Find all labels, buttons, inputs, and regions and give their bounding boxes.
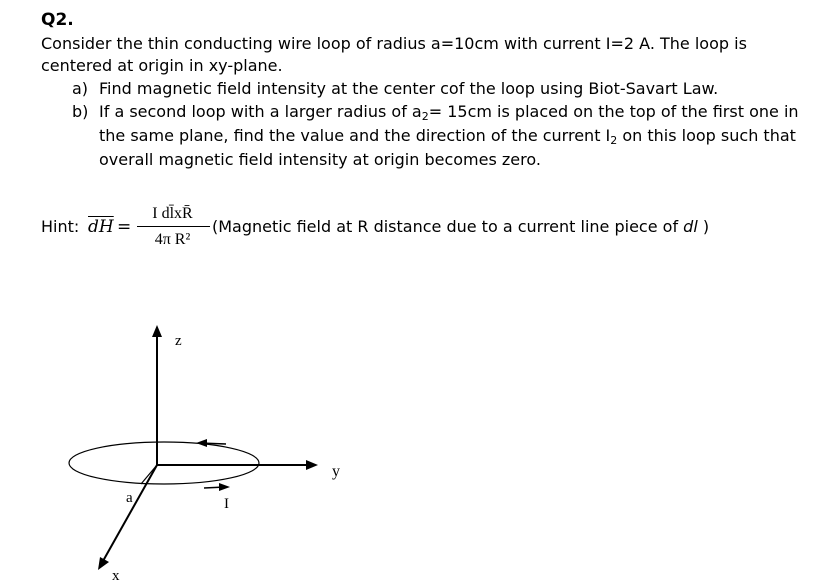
hint-lhs: $\overline{dH}$ — [88, 217, 114, 237]
x-axis — [103, 465, 157, 561]
current-loop — [69, 442, 259, 484]
part-b-line2-sub: 2 — [610, 134, 618, 147]
current-arrowhead — [219, 483, 230, 491]
hint-explanation-var: dl — [683, 217, 698, 236]
intro-line-2: centered at origin in xy-plane. — [41, 56, 283, 75]
part-b-line2-pre: the same plane, find the value and the direction of the current I — [99, 126, 611, 145]
intro-line-1: Consider the thin conducting wire loop of radius a=10cm with current I=2 A. The loop is — [41, 34, 747, 53]
part-b-line1-sub: 2 — [421, 110, 429, 123]
hint-equals: = — [117, 217, 132, 237]
x-axis-arrowhead — [98, 557, 109, 570]
part-a-text: Find magnetic field intensity at the center cof the loop using Biot-Savart Law. — [99, 79, 719, 98]
hint-explanation-post: ) — [697, 217, 710, 236]
part-b-label: b) — [72, 102, 89, 121]
x-label: x — [112, 568, 120, 584]
hint-numerator: I dl̄xR̄ — [152, 205, 193, 222]
part-b-line2-post: on this loop such that — [617, 126, 796, 145]
current-label: I — [224, 496, 229, 512]
hint-explanation-pre: (Magnetic field at R distance due to a current line piece of — [212, 217, 684, 236]
y-label: y — [332, 463, 340, 480]
hint-denominator: 4π R² — [154, 231, 191, 248]
question-number: Q2. — [41, 10, 74, 30]
z-label: z — [175, 333, 182, 349]
part-b-line1-post: = 15cm is placed on the top of the first one in — [428, 102, 799, 121]
loop-direction-arrowhead — [196, 439, 207, 447]
radius-label: a — [126, 490, 133, 506]
hint-label: Hint: — [41, 217, 80, 236]
part-b-line1-pre: If a second loop with a larger radius of a — [99, 102, 422, 121]
part-b-line-3: overall magnetic field intensity at origin becomes zero. — [99, 150, 541, 169]
part-a-label: a) — [72, 79, 89, 98]
y-axis-arrowhead — [306, 460, 318, 470]
z-axis-arrowhead — [152, 325, 162, 337]
